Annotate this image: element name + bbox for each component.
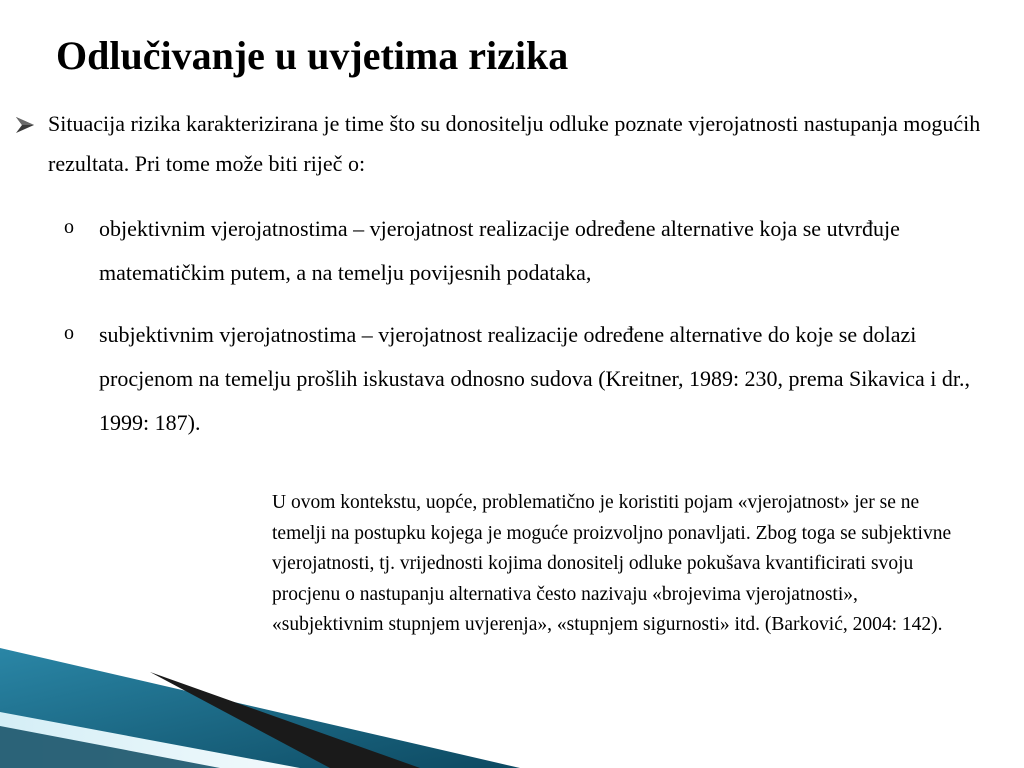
arrow-bullet-icon [14, 114, 36, 136]
circle-bullet-icon: o [64, 216, 74, 238]
note-paragraph: U ovom kontekstu, uopće, problematično je koristiti pojam «vjerojatnost» jer se ne temelji na postupku kojega je moguće proizvoljno ponavljati. Zbog toga se subjektivne vjerojatnosti, tj. vrijednosti kojima donositelj odluke pokušava kvantificirati svoju procjenu o nastupanju alternativa često nazivaju «brojevima vjerojatnosti», «subjektivnim stupnjem uvjerenja», «stupnjem sigurnosti» itd. (Barković, 2004: 142). [272, 492, 952, 635]
sub-item-text: subjektivnim vjerojatnostima – vjerojatnost realizacije određene alternative do koje se dolazi procjenom na temelju prošlih iskustava odnosno sudova (Kreitner, 1989: 230, prema Sikavica i dr., 1999: 187). [99, 322, 970, 435]
slide-title: Odlučivanje u uvjetima rizika [56, 33, 569, 78]
main-bullet-text: Situacija rizika karakterizirana je time što su donositelju odluke poznate vjerojatnosti nastupanja mogućih rezultata. Pri tome može biti riječ o: [48, 111, 981, 176]
circle-bullet-icon: o [64, 322, 74, 344]
main-bullet [14, 104, 1004, 184]
sub-item-subjective [64, 313, 1010, 445]
sub-item-text: objektivnim vjerojatnostima – vjerojatnost realizacije određene alternative koja se utvrđuje matematičkim putem, a na temelju povijesnih podataka, [99, 216, 900, 285]
sub-item-objective [64, 207, 1010, 295]
